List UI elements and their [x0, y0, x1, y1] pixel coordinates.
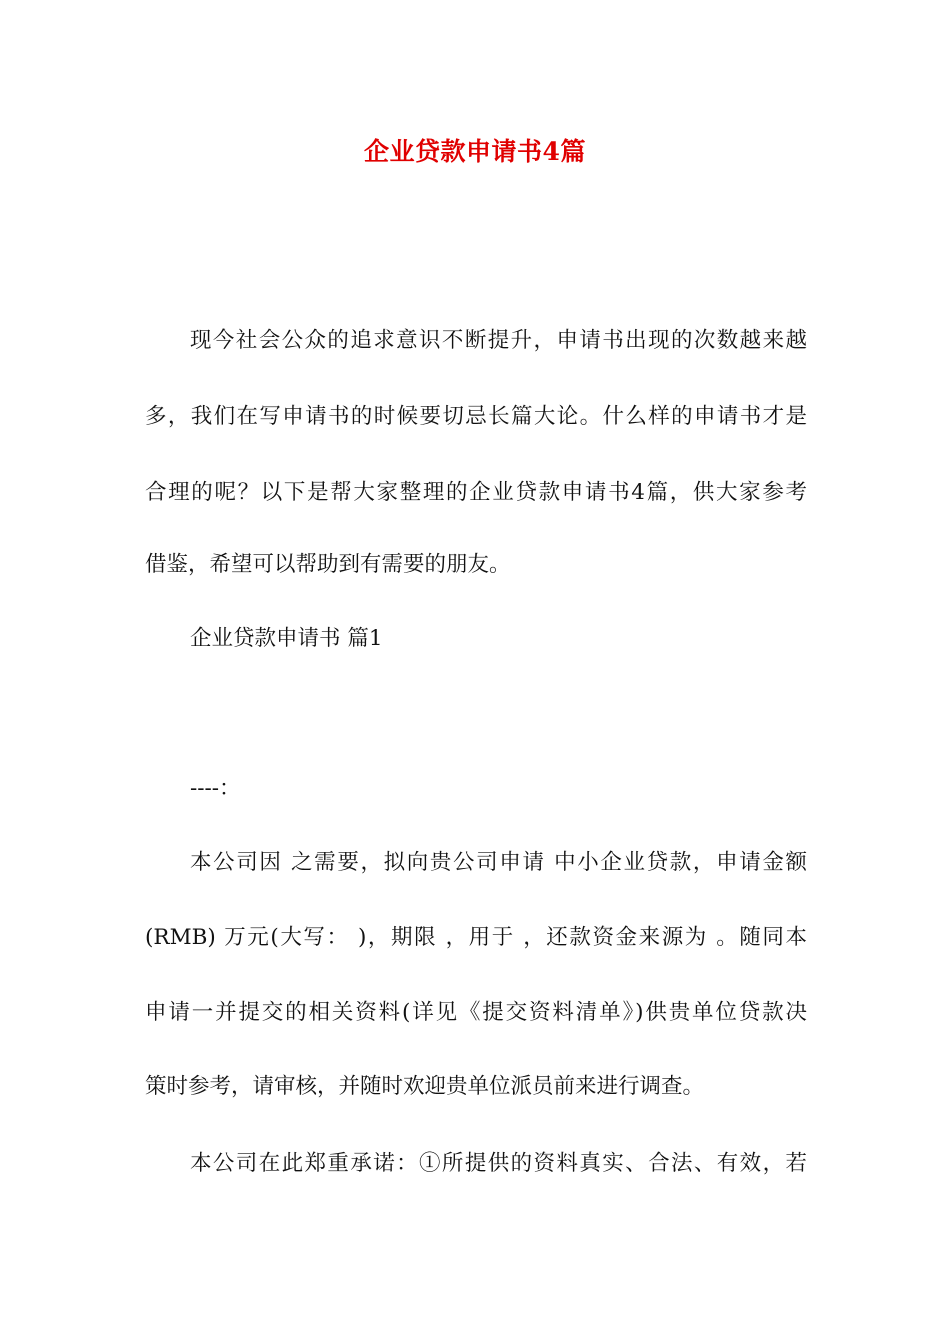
section-heading: 企业贷款申请书 篇1 [190, 626, 383, 651]
document-title: 企业贷款申请书4篇 [364, 137, 586, 166]
intro-line: 借鉴，希望可以帮助到有需要的朋友。 [145, 552, 511, 577]
salutation: ----： [190, 776, 241, 801]
body-line: 申请一并提交的相关资料(详见《提交资料清单》)供贵单位贷款决 [145, 1000, 807, 1025]
body-line: 本公司在此郑重承诺：①所提供的资料真实、合法、有效，若 [190, 1151, 807, 1176]
intro-line: 现今社会公众的追求意识不断提升，申请书出现的次数越来越 [190, 328, 807, 353]
body-line: 本公司因 之需要，拟向贵公司申请 中小企业贷款，申请金额 [190, 850, 807, 875]
body-line: 策时参考，请审核，并随时欢迎贵单位派员前来进行调查。 [145, 1074, 705, 1099]
intro-line: 多，我们在写申请书的时候要切忌长篇大论。什么样的申请书才是 [145, 404, 807, 429]
body-line: (RMB) 万元(大写： )，期限 ，用于 ，还款资金来源为 。随同本 [145, 925, 807, 950]
intro-line: 合理的呢？以下是帮大家整理的企业贷款申请书4篇，供大家参考 [145, 480, 807, 505]
